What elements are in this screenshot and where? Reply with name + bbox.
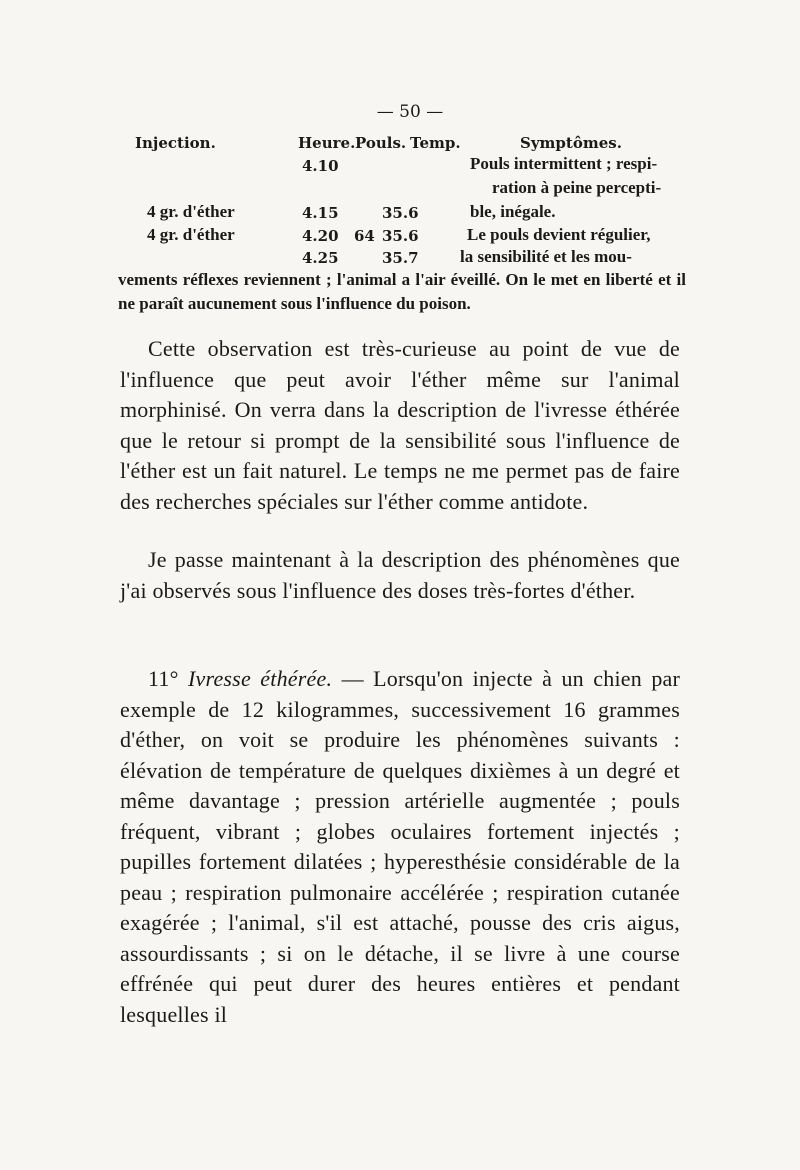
table-cell-symptomes: Pouls intermittent ; respi- — [470, 154, 658, 173]
section-text: — Lorsqu'on injecte à un chien par exemple de 12 kilogrammes, successivement 16 grammes d'éther, on voit se produire les phénomènes suivants : élévation de température de quelques dixièmes à un degré et même davantage ; pression artérielle augmentée ; pouls fréquent, vibrant ; globes oculaires fortement injectés ; pupilles fortement dilatées ; hyperesthésie considérable de la peau ; respiration pulmonaire accélérée ; respiration cutanée exagérée ; l'animal, s'il est attaché, pousse des cris aigus, assourdissants ; si on le détache, il se livre à une course effrénée qui peut durer des heures entières et pendant lesquelles il — [120, 666, 681, 1027]
table-cell-temp: 35.7 — [382, 249, 419, 267]
table-cell-symptomes: ration à peine percepti- — [492, 178, 662, 197]
table-cell-injection: 4 gr. d'éther — [147, 202, 235, 221]
table-cell-heure: 4.25 — [302, 249, 339, 267]
section-number: 11° — [148, 666, 179, 691]
header-injection: Injection. — [135, 134, 216, 152]
table-cell-symptomes: la sensibilité et les mou- — [460, 247, 632, 266]
table-cell-heure: 4.10 — [302, 157, 339, 175]
paragraph-ivresse-etheree — [120, 664, 680, 1030]
table-cell-injection: 4 gr. d'éther — [147, 225, 235, 244]
header-symptomes: Symptômes. — [520, 134, 622, 152]
header-heure: Heure. — [298, 134, 356, 152]
table-cell-symptomes: ble, inégale. — [470, 202, 556, 221]
table-cell-temp: 35.6 — [382, 227, 419, 245]
table-cell-symptomes: Le pouls devient régulier, — [467, 225, 651, 244]
page-number: — 50 — — [376, 102, 444, 122]
header-pouls: Pouls. — [355, 134, 407, 152]
table-cell-heure: 4.15 — [302, 204, 339, 222]
section-title: Ivresse éthérée. — [188, 666, 333, 691]
paragraph-observation: Cette observation est très-curieuse au point de vue de l'influence que peut avoir l'éther même sur l'animal morphinisé. On verra dans la description de l'ivresse éthérée que le retour si prompt de la sensibilité sous l'influence de l'éther est un fait naturel. Le temps ne me permet pas de faire des recherches spéciales sur l'éther comme antidote. — [120, 336, 680, 514]
table-continuation-text: vements réflexes reviennent ; l'animal a l'air éveillé. On le met en liberté et il ne paraît aucunement sous l'influence du poison. — [118, 270, 686, 313]
table-cell-temp: 35.6 — [382, 204, 419, 222]
table-cell-pouls: 64 — [354, 227, 375, 245]
table-cell-heure: 4.20 — [302, 227, 339, 245]
header-temp: Temp. — [410, 134, 461, 152]
paragraph-transition: Je passe maintenant à la description des phénomènes que j'ai observés sous l'influence des doses très-fortes d'éther. — [120, 547, 680, 603]
